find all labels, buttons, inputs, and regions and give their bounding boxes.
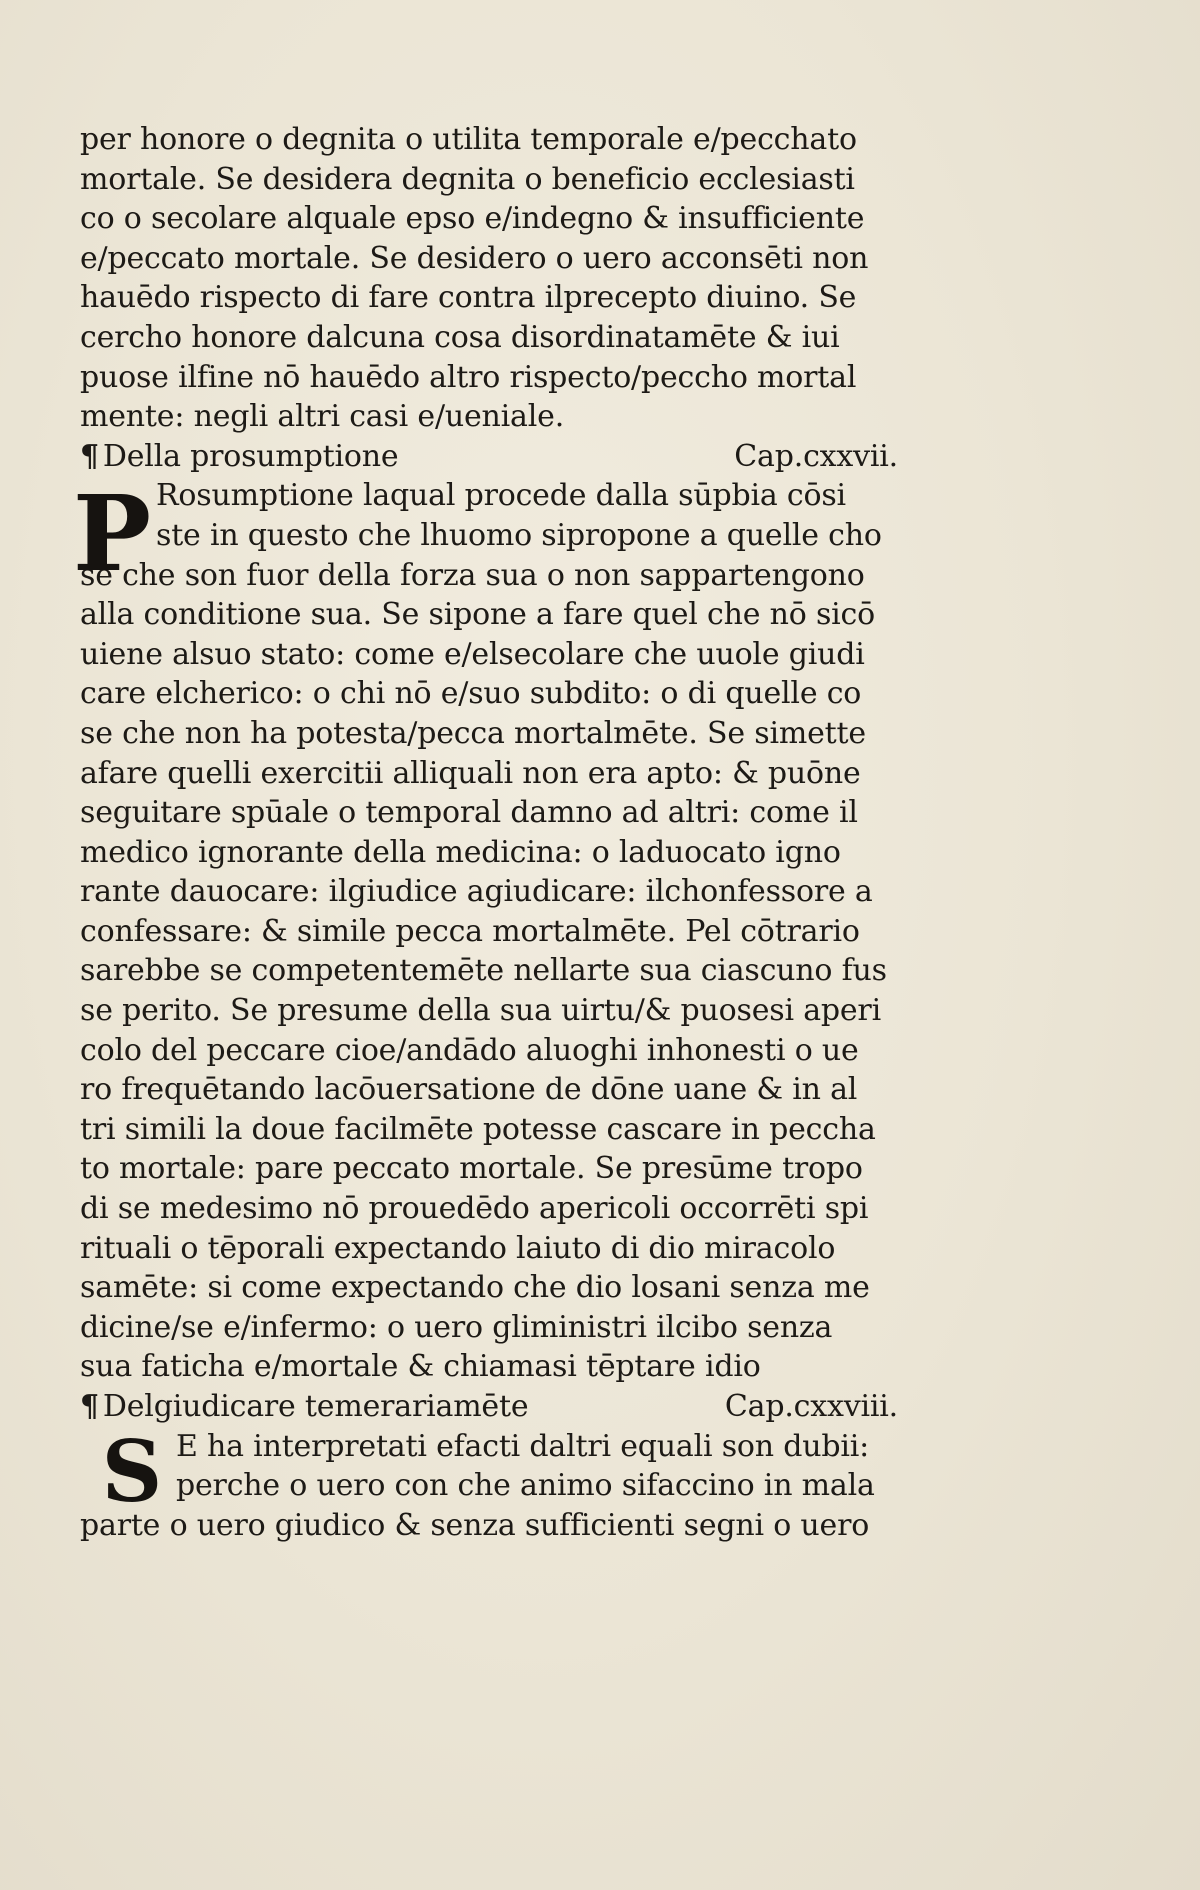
chapter-heading-127 [80,437,910,477]
text-line: per honore o degnita o utilita temporale e/pecchato [80,122,857,157]
text-line: alla conditione sua. Se sipone a fare quel che nō sicō [80,597,876,633]
chapter-number: Cap.cxxvii. [734,438,898,474]
chapter-number: Cap.cxxviii. [724,1389,898,1424]
decorated-initial-p: P [72,472,152,595]
text-line: uiene alsuo stato: come e/elsecolare che uuole giudi [80,636,865,672]
text-line: puose ilfine nō hauēdo altro rispecto/peccho mortal [80,359,857,395]
paragraph-preceding [80,120,910,437]
chapter-heading-128 [80,1387,910,1427]
text-line: ro frequētando lacōuersatione de dōne uane & in al [80,1072,858,1108]
text-line: co o secolare alquale epso e/indegno & insufficiente [80,201,865,237]
text-line: se che son fuor della forza sua o non sappartengono [80,557,865,593]
decorated-initial-s: S [101,1422,163,1521]
text-line: se che non ha potesta/pecca mortalmēte. Se simette [80,715,866,751]
pilcrow-mark: ¶ [80,1389,99,1424]
text-line: se perito. Se presume della sua uirtu/& puosesi aperi [80,993,881,1029]
text-line: tri simili la doue facilmēte potesse cascare in peccha [80,1111,876,1147]
text-line: mortale. Se desidera degnita o beneficio ecclesiasti [80,161,855,197]
text-line: to mortale: pare peccato mortale. Se presūme tropo [80,1151,863,1187]
text-line: seguitare spūale o temporal damno ad altri: come il [80,795,858,831]
text-line: rituali o tēporali expectando laiuto di dio miracolo [80,1230,836,1266]
chapter-title: Delgiudicare temerariamēte [102,1389,529,1424]
text-line: perche o uero con che animo sifaccino in mala [176,1468,875,1504]
chapter-body-127 [80,476,910,1387]
text-line: colo del peccare cioe/andādo aluoghi inhonesti o ue [80,1032,859,1068]
text-line: e/peccato mortale. Se desidero o uero acconsēti non [80,240,869,276]
chapter-title: Della prosumptione [102,438,399,474]
text-block [80,120,910,1545]
text-line: confessare: & simile pecca mortalmēte. Pel cōtrario [80,913,860,949]
text-line: sua faticha e/mortale & chiamasi tēptare idio [80,1349,761,1385]
text-line: di se medesimo nō prouedēdo apericoli occorrēti spi [80,1191,869,1227]
pilcrow-mark: ¶ [80,438,99,474]
text-line: care elcherico: o chi nō e/suo subdito: o di quelle co [80,676,862,712]
text-line: sarebbe se competentemēte nellarte sua ciascuno fus [80,953,887,989]
text-line: dicine/se e/infermo: o uero gliministri ilcibo senza [80,1309,833,1345]
text-line: hauēdo rispecto di fare contra ilprecepto diuino. Se [80,280,857,316]
text-line: parte o uero giudico & senza sufficienti segni o uero [80,1507,870,1543]
text-line: Rosumptione laqual procede dalla sūpbia cōsi [156,478,846,514]
text-line: afare quelli exercitii alliquali non era apto: & puōne [80,755,861,791]
text-line: samēte: si come expectando che dio losani senza me [80,1270,870,1306]
text-line: mente: negli altri casi e/ueniale. [80,399,565,435]
text-line: ste in questo che lhuomo sipropone a quelle cho [156,517,882,553]
chapter-body-128 [80,1422,910,1546]
text-line: rante dauocare: ilgiudice agiudicare: ilchonfessore a [80,874,873,910]
text-line: E ha interpretati efacti daltri equali son dubii: [176,1428,870,1464]
text-line: medico ignorante della medicina: o laduocato igno [80,834,841,870]
text-line: cercho honore dalcuna cosa disordinatamēte & iui [80,319,840,355]
